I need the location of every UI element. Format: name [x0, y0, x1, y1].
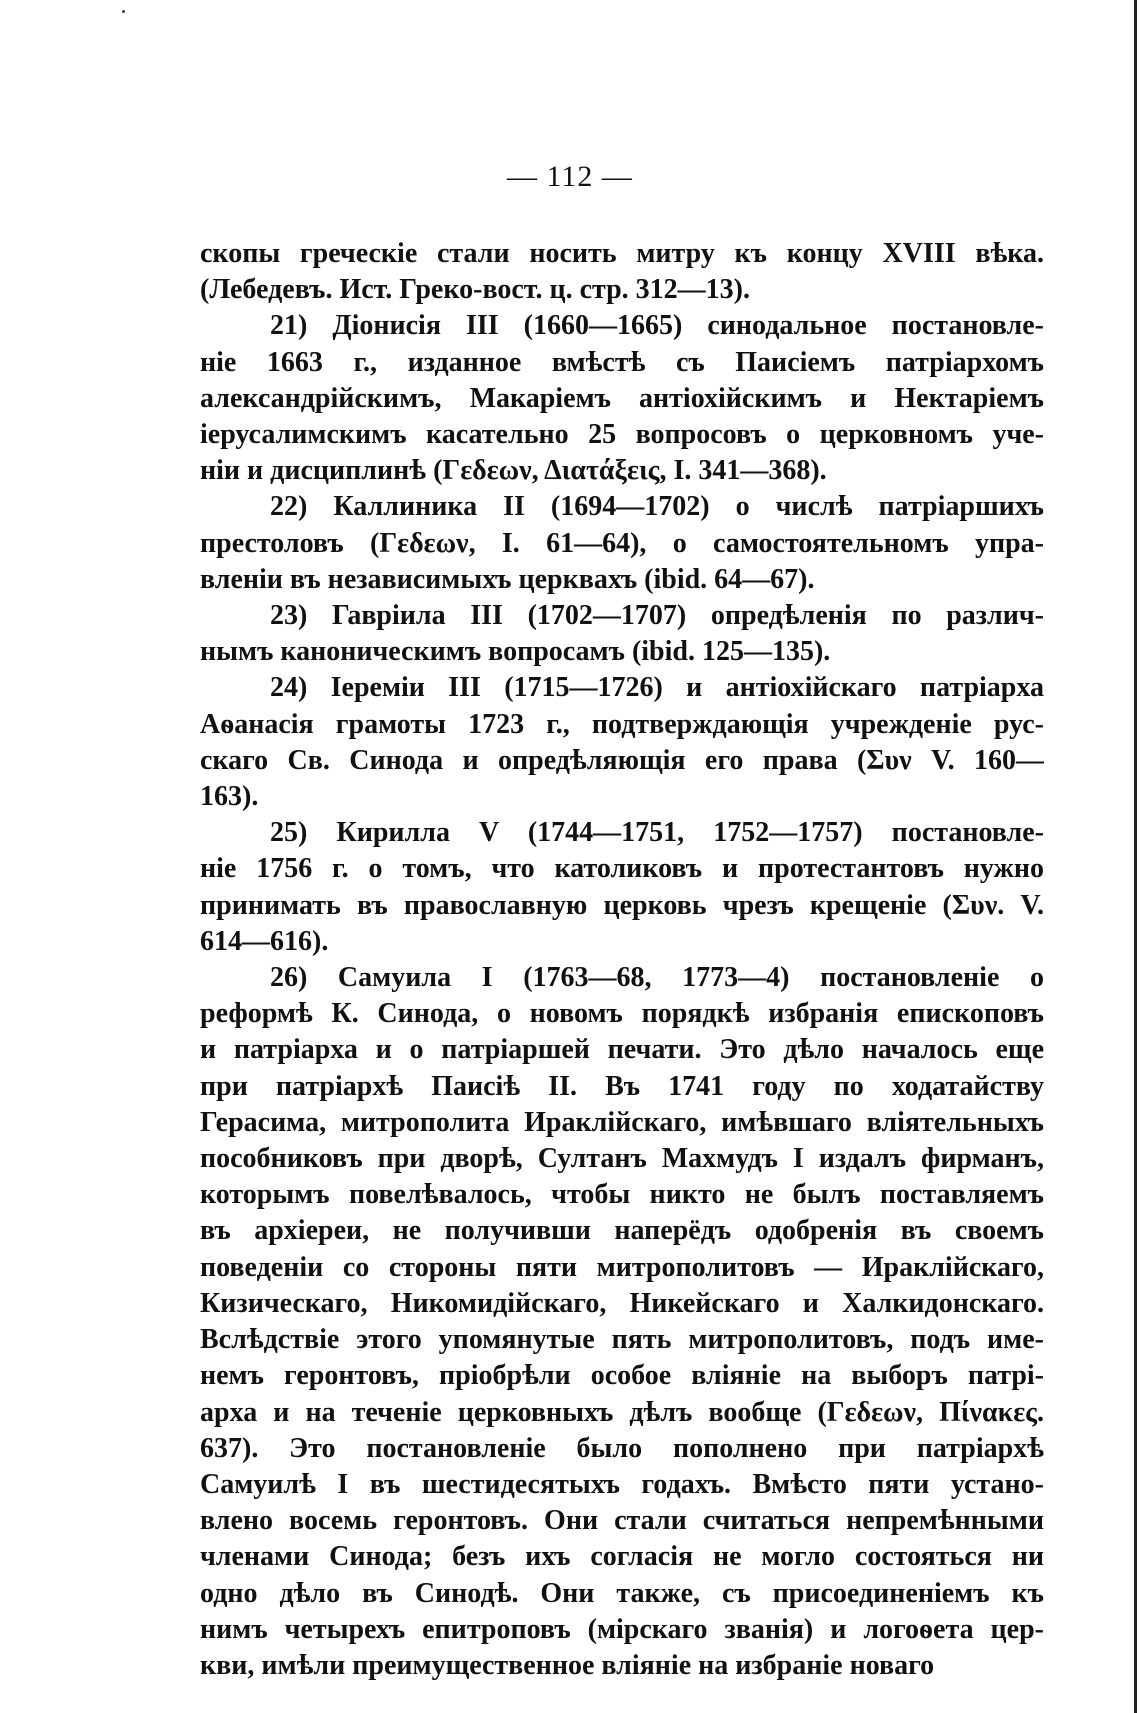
text-line: 22) Каллиника II (1694—1702) о числѣ патріаршихъ [270, 491, 1044, 523]
text-line: 637). Это постановленіе было пополнено при патріархѣ [200, 1432, 1044, 1464]
text-line: 614—616). [200, 925, 329, 957]
text-line: нимъ четырехъ епитроповъ (мірскаго званія) и логоѳета цер- [200, 1613, 1044, 1645]
text-line: Самуилѣ I въ шестидесятыхъ годахъ. Вмѣсто пяти устано- [200, 1468, 1044, 1500]
text-line: 23) Гавріила III (1702—1707) опредѣленія по различ- [270, 600, 1044, 632]
text-line: вленіи въ независимыхъ церквахъ (ibid. 64—67). [200, 563, 815, 595]
text-line: при патріархѣ Паисіѣ II. Въ 1741 году по ходатайству [200, 1070, 1044, 1102]
text-line: нымъ каноническимъ вопросамъ (ibid. 125—135). [200, 636, 831, 668]
page-edge-rule [1134, 0, 1137, 1713]
text-line: александрійскимъ, Макаріемъ антіохійскимъ и Нектаріемъ [200, 382, 1044, 414]
text-line: Кизическаго, Никомидійскаго, Никейскаго и Халкидонскаго. [200, 1287, 1044, 1319]
text-line: (Лебедевъ. Ист. Греко-вост. ц. стр. 312—13). [200, 274, 751, 306]
paragraph [200, 815, 1044, 960]
text-line: престоловъ (Γεδεων, I. 61—64), о самостоятельномъ упра- [200, 527, 1044, 559]
paragraph [200, 960, 1044, 1684]
text-line: которымъ повелѣвалось, чтобы никто не былъ поставляемъ [200, 1179, 1044, 1211]
text-line: реформѣ К. Синода, о новомъ порядкѣ избранія епископовъ [200, 998, 1044, 1030]
text-line: Вслѣдствіе этого упомянутые пять митрополитовъ, подъ име- [200, 1324, 1044, 1356]
text-line: и патріарха и о патріаршей печати. Это дѣло началось еще [200, 1034, 1044, 1066]
body-text [200, 236, 1044, 1684]
text-line: скаго Св. Синода и опредѣляющія его права (Συν V. 160— [200, 744, 1044, 776]
text-line: поведеніи со стороны пяти митрополитовъ — Ираклійскаго, [200, 1251, 1044, 1283]
text-line: немъ геронтовъ, пріобрѣли особое вліяніе на выборъ патрі- [200, 1360, 1044, 1392]
speck-mark [122, 10, 125, 13]
text-line: 26) Самуила I (1763—68, 1773—4) постановленіе о [270, 962, 1044, 994]
text-line: 24) Іереміи III (1715—1726) и антіохійскаго патріарха [270, 672, 1044, 704]
text-line: Аѳанасія грамоты 1723 г., подтверждающія учрежденіе рус- [200, 708, 1044, 740]
text-line: скопы греческіе стали носить митру къ концу XVIII вѣка. [200, 238, 1044, 269]
paragraph [200, 489, 1044, 598]
text-line: ніи и дисциплинѣ (Γεδεων, Διατάξεις, I. 341—368). [200, 455, 827, 487]
text-line: Герасима, митрополита Ираклійскаго, имѣвшаго вліятельныхъ [200, 1106, 1044, 1138]
text-line: ніе 1663 г., изданное вмѣстѣ съ Паисіемъ патріархомъ [200, 346, 1044, 378]
text-line: влено восемь геронтовъ. Они стали считаться непремѣнными [200, 1505, 1044, 1537]
text-line: пособниковъ при дворѣ, Султанъ Махмудъ I издалъ фирманъ, [200, 1143, 1044, 1175]
paragraph [200, 236, 1044, 308]
text-line: одно дѣло въ Синодѣ. Они также, съ присоединеніемъ къ [200, 1577, 1044, 1609]
text-line: кви, имѣли преимущественное вліяніе на избраніе новаго [200, 1649, 935, 1681]
paragraph [200, 308, 1044, 489]
text-line: 21) Діонисія III (1660—1665) синодальное постановле- [270, 310, 1044, 342]
paragraph [200, 670, 1044, 815]
page-number: — 112 — [507, 160, 633, 193]
text-line: принимать въ православную церковь чрезъ крещеніе (Συν. V. [200, 889, 1044, 921]
text-line: 25) Кирилла V (1744—1751, 1752—1757) постановле- [270, 817, 1044, 849]
paragraph [200, 598, 1044, 670]
text-line: іерусалимскимъ касательно 25 вопросовъ о церковномъ уче- [200, 419, 1044, 451]
text-line: членами Синода; безъ ихъ согласія не могло состояться ни [200, 1541, 1044, 1573]
text-line: 163). [200, 781, 259, 813]
text-line: въ архіереи, не получивши наперёдъ одобренія въ своемъ [200, 1215, 1044, 1247]
text-line: ніе 1756 г. о томъ, что католиковъ и протестантовъ нужно [200, 853, 1044, 885]
text-line: арха и на теченіе церковныхъ дѣлъ вообще (Γεδεων, Πίνακες. [200, 1396, 1044, 1428]
